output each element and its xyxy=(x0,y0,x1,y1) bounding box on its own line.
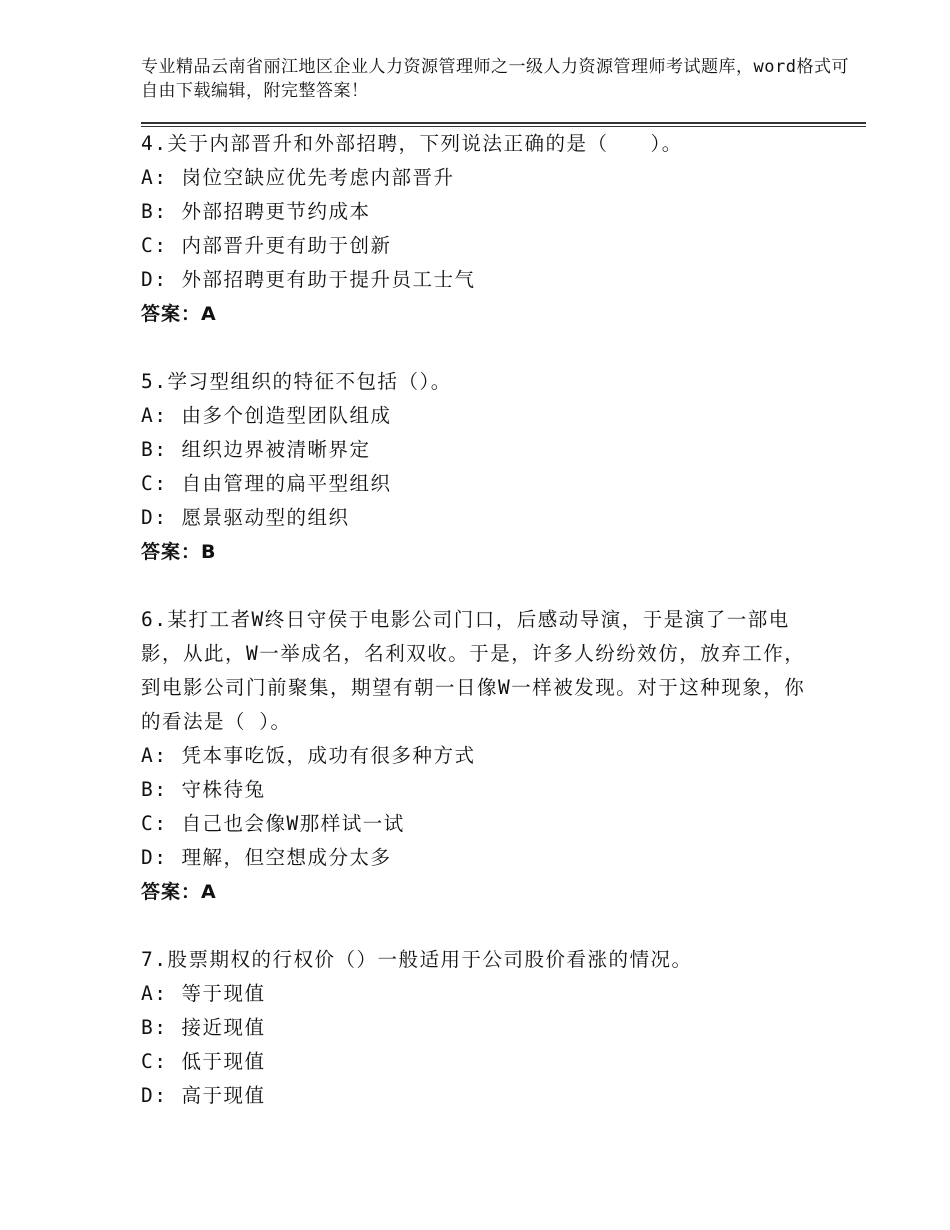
option-d xyxy=(141,501,821,535)
option-key: C: xyxy=(141,234,168,257)
option-key: C: xyxy=(141,1050,168,1073)
question-text: 5.学习型组织的特征不包括（）。 xyxy=(141,370,452,393)
option-c xyxy=(141,1045,821,1079)
option-text: 等于现值 xyxy=(181,982,266,1005)
option-text: 外部招聘更有助于提升员工士气 xyxy=(181,268,476,291)
option-text: 自己也会像W那样试一试 xyxy=(181,812,405,835)
option-key: B: xyxy=(141,1016,168,1039)
option-key: D: xyxy=(141,1084,168,1107)
option-text: 愿景驱动型的组织 xyxy=(181,506,350,529)
option-a xyxy=(141,977,821,1011)
question-text: 6.某打工者W终日守侯于电影公司门口，后感动导演，于是演了一部电影，从此，W一举成名，名利双收。于是，许多人纷纷效仿，放弃工作，到电影公司门前聚集，期望有朝一日像W一样被发现。对于这种现象，你的看法是（ ）。 xyxy=(141,608,806,733)
option-key: C: xyxy=(141,472,168,495)
option-text: 外部招聘更节约成本 xyxy=(181,200,371,223)
option-a xyxy=(141,739,821,773)
option-c xyxy=(141,467,821,501)
option-b xyxy=(141,195,821,229)
option-text: 内部晋升更有助于创新 xyxy=(181,234,392,257)
option-text: 守株待兔 xyxy=(181,778,266,801)
option-text: 低于现值 xyxy=(181,1050,266,1073)
option-text: 组织边界被清晰界定 xyxy=(181,438,371,461)
option-text: 高于现值 xyxy=(181,1084,266,1107)
header-rule-thick xyxy=(141,122,866,124)
question-4 xyxy=(141,127,821,331)
option-key: B: xyxy=(141,438,168,461)
option-d xyxy=(141,263,821,297)
option-key: C: xyxy=(141,812,168,835)
question-text: 7.股票期权的行权价（）一般适用于公司股价看涨的情况。 xyxy=(141,948,693,971)
option-c xyxy=(141,807,821,841)
option-key: D: xyxy=(141,506,168,529)
option-d xyxy=(141,1079,821,1113)
option-text: 由多个创造型团队组成 xyxy=(181,404,392,427)
option-b xyxy=(141,433,821,467)
option-key: D: xyxy=(141,846,168,869)
option-key: A: xyxy=(141,982,168,1005)
question-5 xyxy=(141,365,821,569)
option-a xyxy=(141,161,821,195)
option-c xyxy=(141,229,821,263)
option-key: A: xyxy=(141,744,168,767)
option-text: 岗位空缺应优先考虑内部晋升 xyxy=(181,166,455,189)
option-key: A: xyxy=(141,404,168,427)
option-d xyxy=(141,841,821,875)
option-a xyxy=(141,399,821,433)
option-key: A: xyxy=(141,166,168,189)
question-list xyxy=(141,127,821,1113)
question-7 xyxy=(141,943,821,1113)
option-key: B: xyxy=(141,778,168,801)
option-text: 自由管理的扁平型组织 xyxy=(181,472,392,495)
option-text: 接近现值 xyxy=(181,1016,266,1039)
option-b xyxy=(141,1011,821,1045)
answer-label: 答案：A xyxy=(141,881,217,903)
option-key: B: xyxy=(141,200,168,223)
option-text: 理解，但空想成分太多 xyxy=(181,846,392,869)
document-header-title: 专业精品云南省丽江地区企业人力资源管理师之一级人力资源管理师考试题库，word格式可自由下载编辑，附完整答案！ xyxy=(141,57,849,101)
option-text: 凭本事吃饭，成功有很多种方式 xyxy=(181,744,476,767)
question-6 xyxy=(141,603,821,909)
question-text: 4.关于内部晋升和外部招聘，下列说法正确的是（ ）。 xyxy=(141,132,683,155)
answer-label: 答案：B xyxy=(141,541,217,563)
option-key: D: xyxy=(141,268,168,291)
answer-label: 答案：A xyxy=(141,303,217,325)
option-b xyxy=(141,773,821,807)
